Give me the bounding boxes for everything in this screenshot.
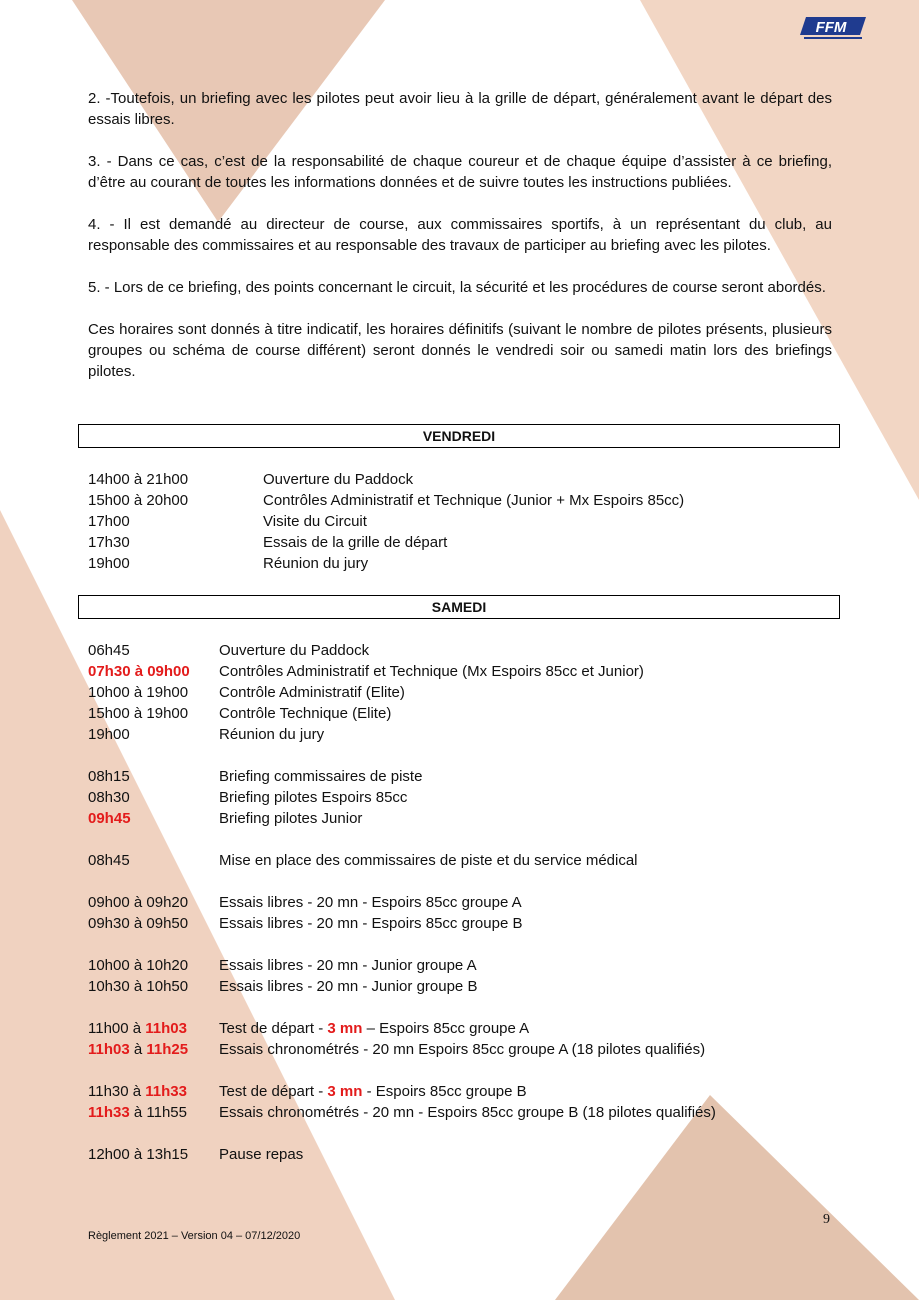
samedi-schedule xyxy=(88,640,848,1165)
schedule-activity: Ouverture du Paddock xyxy=(219,642,370,659)
footer-text: Règlement 2021 – Version 04 – 07/12/2020 xyxy=(88,1230,301,1242)
schedule-time: 10h30 à 10h50 xyxy=(88,978,189,995)
schedule-row xyxy=(88,892,848,913)
schedule-time: 15h00 à 20h00 xyxy=(88,492,189,509)
schedule-activity: Réunion du jury xyxy=(263,555,369,572)
schedule-activity: Essais libres - 20 mn - Junior groupe B xyxy=(219,978,478,995)
schedule-time: 09h00 à 09h20 xyxy=(88,894,189,911)
time-start: 11h30 à xyxy=(88,1083,146,1100)
schedule-time: 17h00 xyxy=(88,513,130,530)
time-sep: à xyxy=(129,1041,147,1058)
schedule-activity: Mise en place des commissaires de piste et du service médical xyxy=(219,852,638,869)
schedule-row xyxy=(88,766,848,787)
schedule-time: 17h30 xyxy=(88,534,130,551)
schedule-row xyxy=(88,1102,848,1123)
svg-text:FFM: FFM xyxy=(815,19,847,36)
schedule-row xyxy=(88,787,848,808)
schedule-time: 09h45 xyxy=(88,810,131,827)
vendredi-schedule xyxy=(88,469,848,574)
time-end: 11h03 xyxy=(145,1020,187,1037)
schedule-activity: Contrôle Technique (Elite) xyxy=(219,705,392,722)
intro-text xyxy=(88,88,832,403)
schedule-activity: Briefing pilotes Junior xyxy=(219,810,363,827)
schedule-row xyxy=(88,913,848,934)
schedule-row xyxy=(88,490,848,511)
schedule-activity: Essais de la grille de départ xyxy=(263,534,448,551)
schedule-row xyxy=(88,661,848,682)
activity-part: - Espoirs 85cc groupe B xyxy=(362,1083,527,1100)
schedule-time: 06h45 xyxy=(88,642,130,659)
schedule-time xyxy=(88,1018,219,1039)
activity-part: Test de départ - xyxy=(219,1083,328,1100)
vendredi-header: VENDREDI xyxy=(78,424,840,448)
schedule-time: 09h30 à 09h50 xyxy=(88,915,189,932)
paragraph: Ces horaires sont donnés à titre indicatif, les horaires définitifs (suivant le nombre de pilotes présents, plusieurs groupes ou schéma de course différent) seront donnés le vendredi soir ou samedi matin lors des briefings pilotes. xyxy=(88,321,832,380)
schedule-time: 08h45 xyxy=(88,852,130,869)
schedule-activity xyxy=(219,1018,848,1039)
time-end: 11h25 xyxy=(146,1041,189,1058)
samedi-header: SAMEDI xyxy=(78,595,840,619)
activity-part: – Espoirs 85cc groupe A xyxy=(362,1020,530,1037)
schedule-time xyxy=(88,1081,219,1102)
schedule-row xyxy=(88,469,848,490)
schedule-time xyxy=(88,1039,219,1060)
schedule-row xyxy=(88,955,848,976)
schedule-time: 07h30 à 09h00 xyxy=(88,663,190,680)
time-start: 11h03 xyxy=(88,1041,130,1058)
schedule-time: 12h00 à 13h15 xyxy=(88,1146,189,1163)
time-end: 11h33 xyxy=(145,1083,187,1100)
schedule-time: 10h00 à 19h00 xyxy=(88,684,189,701)
schedule-time: 14h00 à 21h00 xyxy=(88,471,189,488)
schedule-row xyxy=(88,511,848,532)
time-start: 11h33 xyxy=(88,1104,130,1121)
schedule-activity: Ouverture du Paddock xyxy=(263,471,414,488)
schedule-activity: Essais libres - 20 mn - Espoirs 85cc groupe A xyxy=(219,894,522,911)
schedule-row xyxy=(88,640,848,661)
paragraph: 3. - Dans ce cas, c’est de la responsabilité de chaque coureur et de chaque équipe d’assister à ce briefing, d’être au courant de toutes les informations données et de suivre toutes les instructions publiées. xyxy=(88,153,832,191)
schedule-row xyxy=(88,532,848,553)
paragraph: 4. - Il est demandé au directeur de course, aux commissaires sportifs, à un représentant du club, au responsable des commissaires et au responsable des travaux de participer au briefing avec les pilotes. xyxy=(88,216,832,254)
schedule-row xyxy=(88,850,848,871)
paragraph: 5. - Lors de ce briefing, des points concernant le circuit, la sécurité et les procédures de course seront abordés. xyxy=(88,279,826,296)
schedule-activity: Essais libres - 20 mn - Espoirs 85cc groupe B xyxy=(219,915,523,932)
activity-duration: 3 mn xyxy=(327,1020,363,1037)
activity-duration: 3 mn xyxy=(327,1083,363,1100)
schedule-row xyxy=(88,724,848,745)
schedule-activity: Pause repas xyxy=(219,1146,304,1163)
schedule-activity: Briefing commissaires de piste xyxy=(219,768,423,785)
schedule-time: 08h15 xyxy=(88,768,130,785)
time-end: à 11h55 xyxy=(129,1104,187,1121)
schedule-activity: Essais libres - 20 mn - Junior groupe A xyxy=(219,957,477,974)
ffm-logo xyxy=(800,17,866,41)
schedule-activity: Essais chronométrés - 20 mn Espoirs 85cc groupe A (18 pilotes qualifiés) xyxy=(219,1041,706,1058)
schedule-row xyxy=(88,1144,848,1165)
schedule-row xyxy=(88,1081,848,1102)
schedule-activity: Contrôles Administratif et Technique (Mx Espoirs 85cc et Junior) xyxy=(219,663,644,680)
schedule-row xyxy=(88,553,848,574)
schedule-time: 08h30 xyxy=(88,789,130,806)
schedule-row xyxy=(88,682,848,703)
schedule-time: 15h00 à 19h00 xyxy=(88,705,189,722)
schedule-row xyxy=(88,1018,848,1039)
page-number: 9 xyxy=(823,1212,830,1227)
schedule-activity: Contrôles Administratif et Technique (Junior + Mx Espoirs 85cc) xyxy=(263,492,685,509)
schedule-row xyxy=(88,976,848,997)
schedule-row xyxy=(88,703,848,724)
schedule-activity: Briefing pilotes Espoirs 85cc xyxy=(219,789,408,806)
schedule-activity: Essais chronométrés - 20 mn - Espoirs 85cc groupe B (18 pilotes qualifiés) xyxy=(219,1104,716,1121)
schedule-time: 19h00 xyxy=(88,555,130,572)
schedule-activity xyxy=(219,1081,848,1102)
paragraph: 2. -Toutefois, un briefing avec les pilotes peut avoir lieu à la grille de départ, généralement avant le départ des essais libres. xyxy=(88,90,832,128)
activity-part: Test de départ - xyxy=(219,1020,328,1037)
time-start: 11h00 à xyxy=(88,1020,146,1037)
schedule-row xyxy=(88,1039,848,1060)
schedule-time xyxy=(88,1102,219,1123)
schedule-activity: Contrôle Administratif (Elite) xyxy=(219,684,405,701)
schedule-activity: Réunion du jury xyxy=(219,726,325,743)
schedule-time: 19h00 xyxy=(88,726,130,743)
schedule-activity: Visite du Circuit xyxy=(263,513,367,530)
schedule-row xyxy=(88,808,848,829)
schedule-time: 10h00 à 10h20 xyxy=(88,957,189,974)
